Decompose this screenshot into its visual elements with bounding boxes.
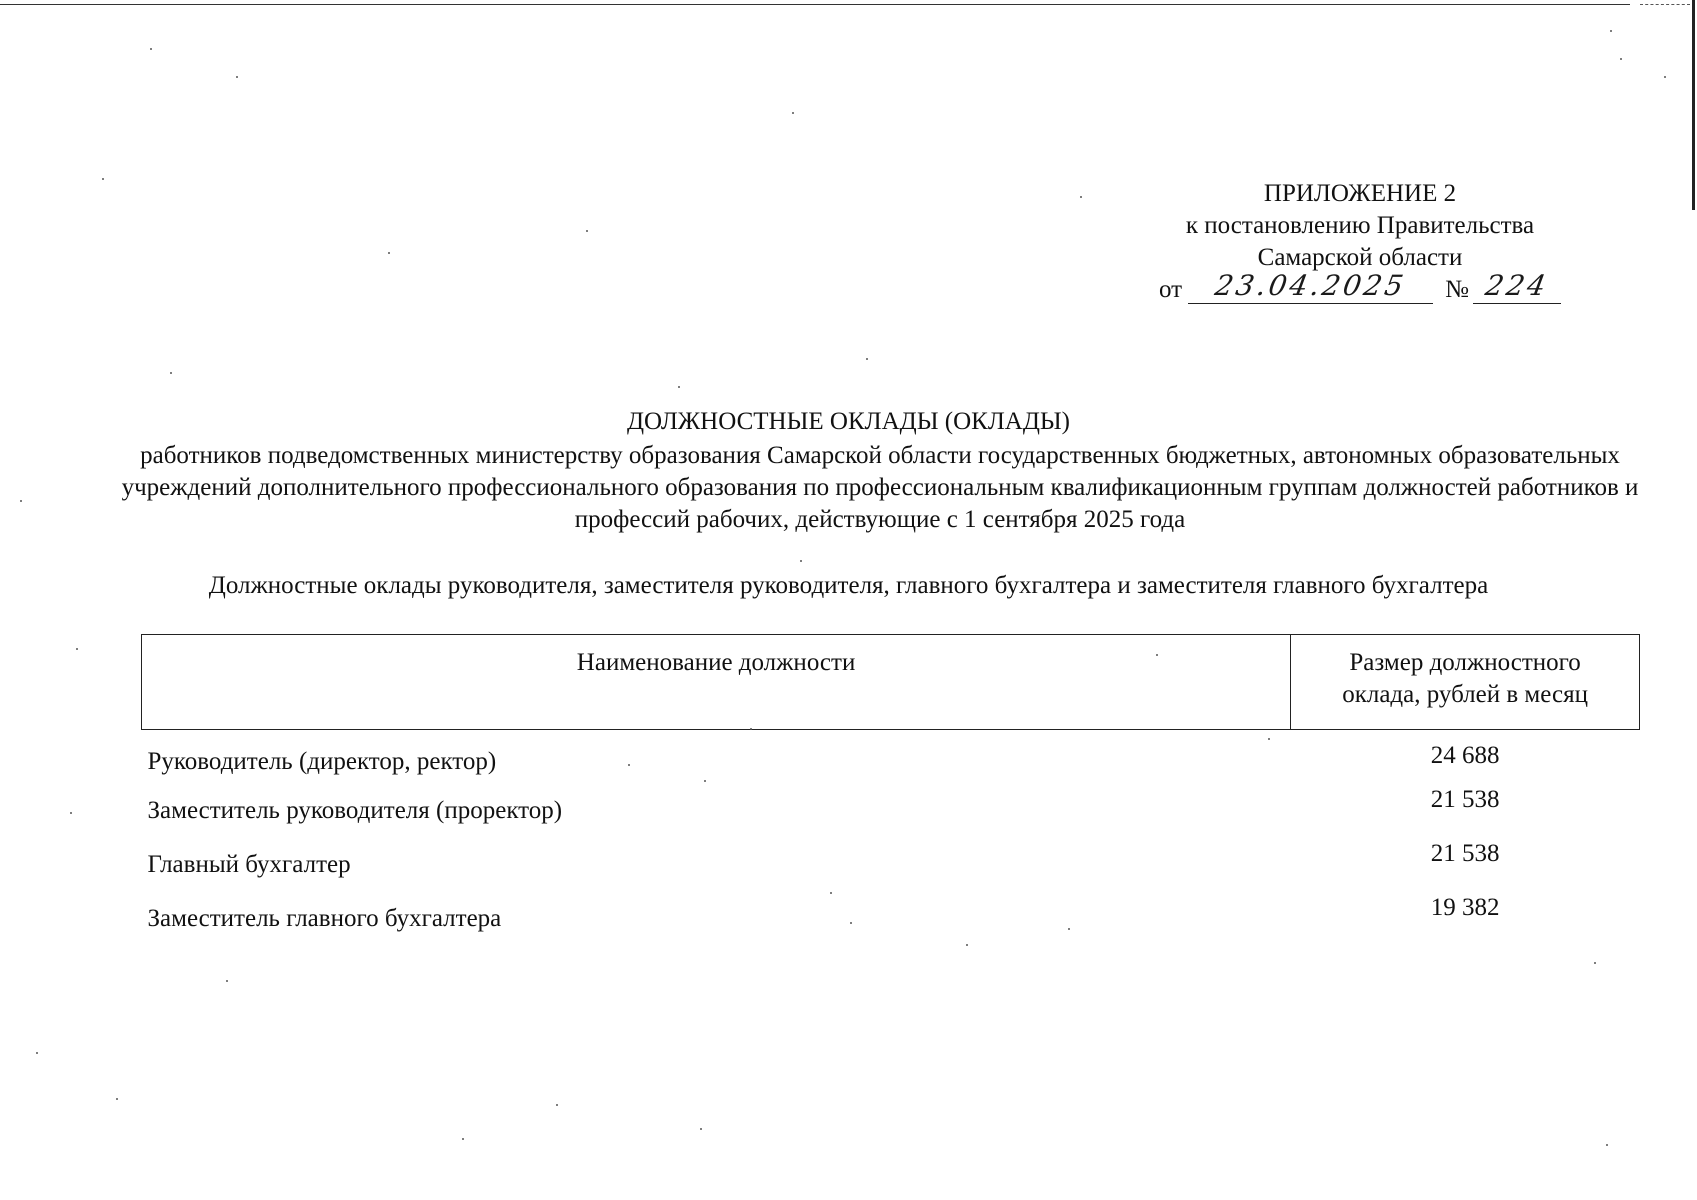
scan-speck (866, 358, 868, 360)
header-salary (1291, 635, 1640, 730)
scan-speck (1594, 962, 1596, 964)
scan-top-rule-dashed (1640, 4, 1690, 5)
scan-speck (102, 178, 104, 180)
scan-speck (556, 1104, 558, 1106)
scan-speck (1606, 1144, 1608, 1146)
scan-speck (70, 812, 72, 814)
scan-speck (1156, 654, 1158, 656)
salary-cell: 21 538 (1430, 786, 1500, 813)
appendix-line-2: Самарской области (1257, 244, 1463, 271)
appendix-date-line (1150, 269, 1570, 306)
scan-speck (236, 76, 238, 78)
table-header-row (142, 635, 1640, 730)
scan-speck (586, 230, 588, 232)
scan-top-rule (0, 4, 1630, 5)
appendix-line-1: к постановлению Правительства (1185, 212, 1535, 239)
position-cell: Главный бухгалтер (147, 851, 351, 878)
scan-speck (36, 1052, 38, 1054)
salary-table (141, 634, 1640, 946)
table-row (142, 784, 1640, 838)
scan-speck (1664, 76, 1666, 78)
header-position: Наименование должности (142, 635, 1291, 730)
scan-speck (1068, 928, 1070, 930)
appendix-block (1150, 178, 1570, 306)
document-title: ДОЛЖНОСТНЫЕ ОКЛАДЫ (ОКЛАДЫ) (626, 408, 1071, 435)
scan-speck (1268, 738, 1270, 740)
scan-speck (388, 252, 390, 254)
number-prefix: № (1445, 276, 1469, 303)
scan-speck (704, 780, 706, 782)
scan-speck (170, 372, 172, 374)
scan-speck (830, 892, 832, 894)
scan-speck (792, 112, 794, 114)
date-field (1188, 269, 1433, 306)
scan-speck (1080, 196, 1082, 198)
table-row (142, 892, 1640, 946)
scan-speck (678, 386, 680, 388)
scan-speck (20, 500, 22, 502)
scan-speck (700, 1128, 702, 1130)
salary-cell: 19 382 (1430, 894, 1500, 921)
scan-right-edge (1692, 0, 1695, 210)
scan-speck (150, 48, 152, 50)
section-title: Должностные оклады руководителя, заместителя руководителя, главного бухгалтера и заместителя главного бухгалтера (208, 572, 1489, 599)
scan-speck (750, 728, 752, 730)
header-salary-line-1: Размер должностного (1349, 649, 1581, 676)
header-salary-line-2: оклада, рублей в месяц (1342, 681, 1588, 708)
salary-cell: 21 538 (1430, 840, 1500, 867)
scan-speck (76, 648, 78, 650)
position-cell: Заместитель руководителя (проректор) (147, 797, 563, 824)
position-cell: Заместитель главного бухгалтера (147, 905, 502, 932)
number-field (1473, 269, 1561, 306)
scan-speck (226, 980, 228, 982)
table-row (142, 730, 1640, 785)
date-prefix: от (1159, 276, 1183, 303)
scan-speck (800, 560, 802, 562)
handwritten-date: 23.04.2025 (1212, 269, 1409, 302)
handwritten-number: 224 (1482, 269, 1552, 302)
position-cell: Руководитель (директор, ректор) (147, 748, 497, 775)
scan-speck (628, 764, 630, 766)
table-row (142, 838, 1640, 892)
scan-speck (850, 922, 852, 924)
scan-speck (1610, 30, 1612, 32)
document-subtitle: работников подведомственных министерству образования Самарской области государственных бюджетных, автономных образовательных учреждений дополнительного профессионального образования по профессиональным квалификационным группам должностей работников и профессий рабочих, действующие с 1 сентября 2025 года (121, 442, 1639, 533)
salary-cell: 24 688 (1430, 742, 1500, 769)
scan-speck (462, 1138, 464, 1140)
scan-speck (1620, 58, 1622, 60)
appendix-title: ПРИЛОЖЕНИЕ 2 (1263, 180, 1457, 207)
scan-speck (966, 944, 968, 946)
scan-speck (116, 1098, 118, 1100)
